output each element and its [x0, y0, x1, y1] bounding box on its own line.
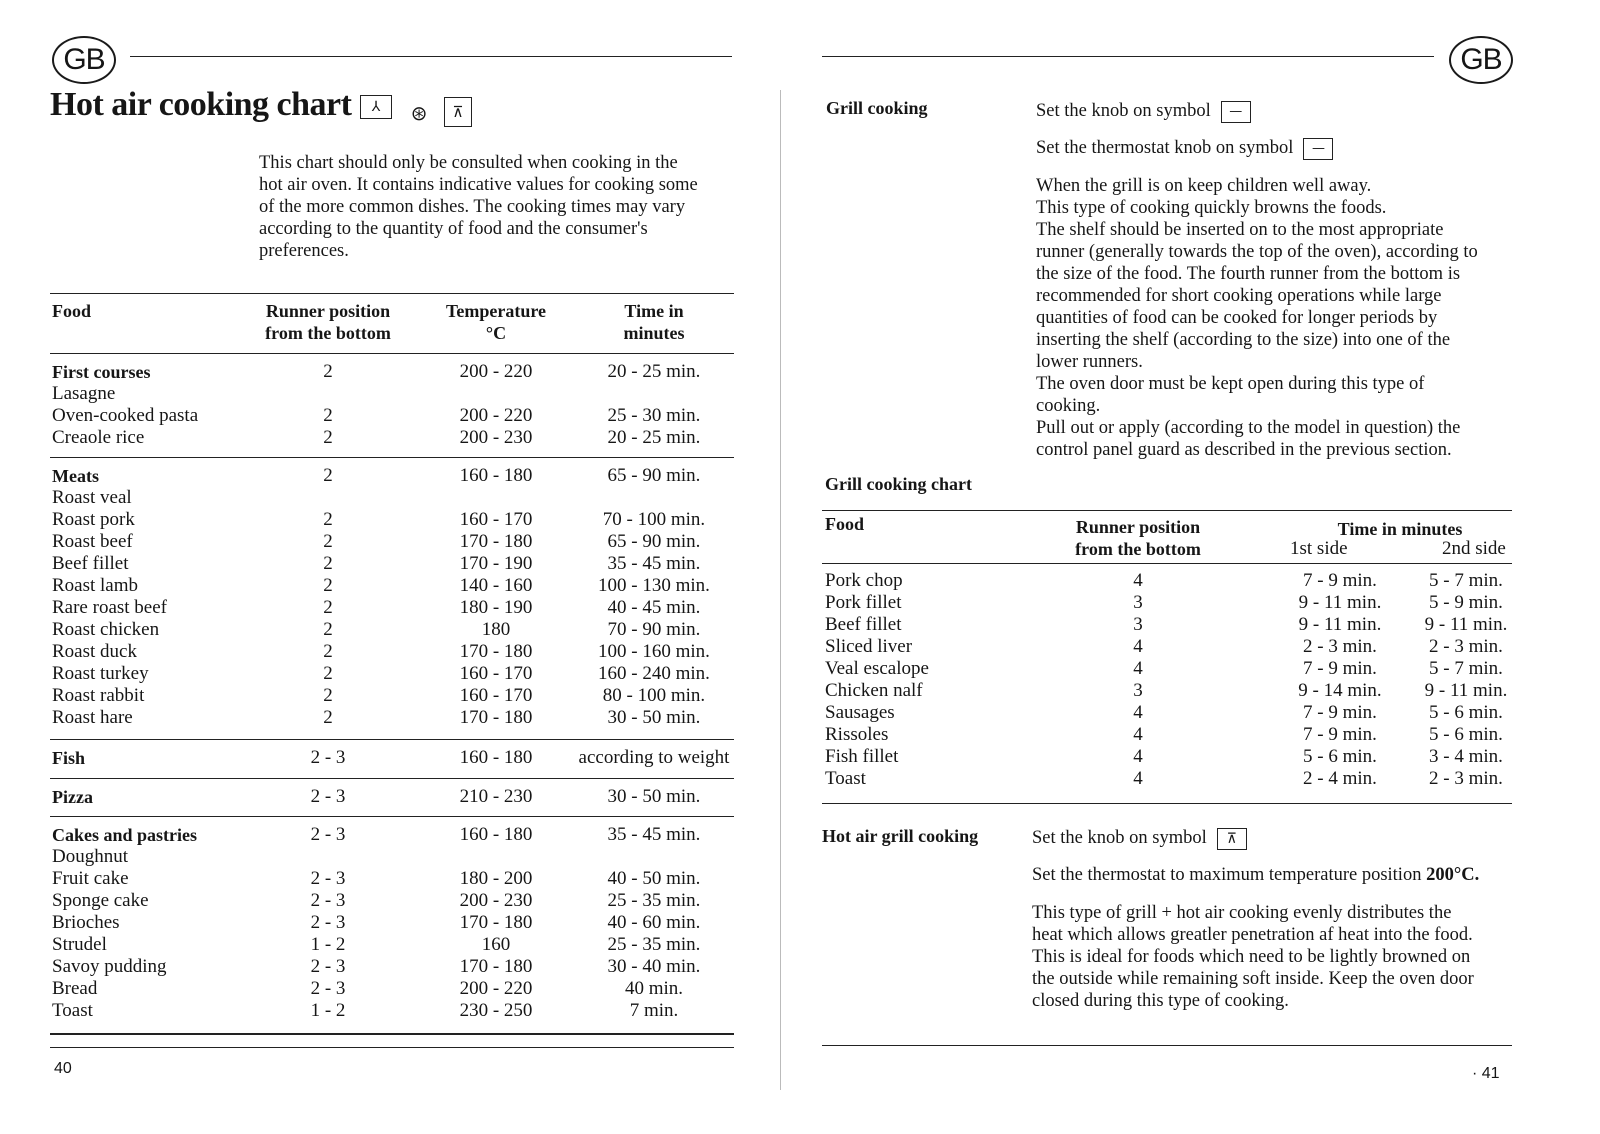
- grill-food-cell: Pork chop: [825, 570, 903, 591]
- temperature-cell: 180 - 190: [459, 597, 533, 618]
- group-name: Pizza: [52, 787, 93, 807]
- grill-runner-cell: 4: [1133, 570, 1143, 591]
- grill-table-row: [0, 592, 1600, 614]
- runner-cell: 2 - 3: [310, 868, 346, 889]
- grill-side2-cell: 5 - 9 min.: [1429, 592, 1503, 613]
- grill-table-row: [0, 680, 1600, 702]
- grill-food-cell: Veal escalope: [825, 658, 929, 679]
- food-cell: Savoy pudding: [52, 956, 167, 977]
- runner-cell: 2: [323, 427, 333, 448]
- grill-table-row: [0, 570, 1600, 592]
- grill-symbol-icon-2: —: [1303, 138, 1333, 160]
- food-cell: Toast: [52, 1000, 93, 1021]
- runner-cell: 2 - 3: [310, 786, 346, 807]
- country-badge-left: GB: [52, 36, 116, 84]
- grill-side1-cell: 7 - 9 min.: [1303, 658, 1377, 679]
- runner-cell: 1 - 2: [310, 1000, 346, 1021]
- country-badge-right: GB: [1449, 36, 1513, 84]
- grill-side2-cell: 9 - 11 min.: [1424, 680, 1508, 701]
- grill-side1-cell: 9 - 11 min.: [1298, 592, 1382, 613]
- temperature-cell: 200 - 230: [459, 890, 533, 911]
- grill-runner-cell: 4: [1133, 636, 1143, 657]
- page-number-left: 40: [54, 1060, 72, 1077]
- grill-col-header-side2: 2nd side: [1442, 538, 1506, 559]
- time-cell: 25 - 35 min.: [607, 934, 701, 955]
- grill-side1-cell: 9 - 11 min.: [1298, 614, 1382, 635]
- runner-cell: 2: [323, 707, 333, 728]
- grill-col-header-time: Time in minutes: [1337, 519, 1463, 539]
- grill-side1-cell: 5 - 6 min.: [1303, 746, 1377, 767]
- time-cell: 35 - 45 min.: [607, 553, 701, 574]
- grill-side1-cell: 7 - 9 min.: [1303, 702, 1377, 723]
- grill-side2-cell: 5 - 7 min.: [1429, 658, 1503, 679]
- time-cell: 30 - 40 min.: [607, 956, 701, 977]
- food-cell: Lasagne: [52, 383, 116, 404]
- grill-side1-cell: 7 - 9 min.: [1303, 724, 1377, 745]
- grill-food-cell: Fish fillet: [825, 746, 899, 767]
- time-cell: 30 - 50 min.: [607, 786, 701, 807]
- grill-table-bottom-rule: [822, 803, 1512, 804]
- grill-table-row: [0, 702, 1600, 724]
- runner-cell: 2: [323, 663, 333, 684]
- time-cell: 160 - 240 min.: [598, 663, 710, 684]
- grill-thermostat-instruction: Set the thermostat knob on symbol —: [1036, 137, 1333, 160]
- runner-cell: 2 - 3: [310, 956, 346, 977]
- grill-runner-cell: 4: [1133, 768, 1143, 789]
- grill-runner-cell: 4: [1133, 702, 1143, 723]
- time-cell: 100 - 160 min.: [598, 641, 710, 662]
- fan-circle-icon: ⊛: [410, 101, 428, 125]
- col-header-runner: Runner position from the bottom: [265, 301, 391, 343]
- food-cell: Creaole rice: [52, 427, 145, 448]
- runner-cell: 2: [323, 619, 333, 640]
- food-cell: Roast duck: [52, 641, 137, 662]
- group-name: Cakes and pastries: [52, 825, 198, 845]
- runner-cell: 2: [323, 465, 333, 486]
- food-cell: Strudel: [52, 934, 107, 955]
- food-cell: Roast rabbit: [52, 685, 145, 706]
- temperature-cell: 170 - 180: [459, 641, 533, 662]
- time-cell: 40 min.: [624, 978, 684, 999]
- time-cell: 25 - 30 min.: [607, 405, 701, 426]
- food-cell: Fruit cake: [52, 868, 129, 889]
- food-cell: Sponge cake: [52, 890, 149, 911]
- runner-cell: 1 - 2: [310, 934, 346, 955]
- hot-air-grill-thermostat-instruction: Set the thermostat to maximum temperature position 200°C.: [1032, 865, 1480, 885]
- temperature-cell: 160 - 170: [459, 685, 533, 706]
- runner-cell: 2 - 3: [310, 747, 346, 768]
- grill-runner-cell: 3: [1133, 592, 1143, 613]
- temperature-cell: 160 - 180: [459, 465, 533, 486]
- temperature-cell: 160: [481, 934, 511, 955]
- grill-runner-cell: 4: [1133, 746, 1143, 767]
- grill-side1-cell: 7 - 9 min.: [1303, 570, 1377, 591]
- runner-cell: 2 - 3: [310, 824, 346, 845]
- grill-side1-cell: 2 - 4 min.: [1303, 768, 1377, 789]
- time-cell: 65 - 90 min.: [607, 465, 701, 486]
- temperature-cell: 230 - 250: [459, 1000, 533, 1021]
- time-cell: according to weight: [578, 747, 730, 768]
- runner-cell: 2: [323, 597, 333, 618]
- grill-table-row: [0, 636, 1600, 658]
- food-cell: Roast chicken: [52, 619, 160, 640]
- hot-air-grill-heading: Hot air grill cooking: [822, 826, 979, 846]
- hot-air-grill-symbol-icon: ⊼: [1217, 828, 1247, 850]
- runner-cell: 2: [323, 531, 333, 552]
- time-cell: 70 - 90 min.: [607, 619, 701, 640]
- grill-side2-cell: 5 - 7 min.: [1429, 570, 1503, 591]
- temperature-cell: 160 - 170: [459, 663, 533, 684]
- runner-cell: 2: [323, 509, 333, 530]
- grill-runner-cell: 4: [1133, 658, 1143, 679]
- temperature-cell: 170 - 190: [459, 553, 533, 574]
- grill-table-row: [0, 746, 1600, 768]
- runner-cell: 2: [323, 641, 333, 662]
- time-cell: 100 - 130 min.: [598, 575, 710, 596]
- time-cell: 80 - 100 min.: [602, 685, 706, 706]
- food-cell: Oven-cooked pasta: [52, 405, 199, 426]
- group-name: Meats: [52, 466, 99, 486]
- grill-fan-icon: ⊼: [444, 97, 472, 127]
- grill-chart-title: Grill cooking chart: [825, 474, 972, 494]
- food-cell: Rare roast beef: [52, 597, 167, 618]
- grill-table-row: [0, 658, 1600, 680]
- temperature-cell: 200 - 220: [459, 978, 533, 999]
- col-header-time: Time in minutes: [623, 301, 685, 343]
- grill-side2-cell: 2 - 3 min.: [1429, 636, 1503, 657]
- temperature-cell: 160 - 180: [459, 747, 533, 768]
- time-cell: 20 - 25 min.: [607, 427, 701, 448]
- grill-side2-cell: 9 - 11 min.: [1424, 614, 1508, 635]
- runner-cell: 2: [323, 575, 333, 596]
- grill-food-cell: Sausages: [825, 702, 895, 723]
- grill-side1-cell: 2 - 3 min.: [1303, 636, 1377, 657]
- grill-runner-cell: 3: [1133, 614, 1143, 635]
- grill-table-row: [0, 614, 1600, 636]
- grill-col-header-runner: Runner position from the bottom: [1075, 517, 1201, 559]
- hot-air-grill-knob-instruction: Set the knob on symbol ⊼: [1032, 827, 1247, 850]
- grill-table-row: [0, 768, 1600, 790]
- grill-food-cell: Chicken nalf: [825, 680, 923, 701]
- food-cell: Roast turkey: [52, 663, 149, 684]
- temperature-cell: 200 - 230: [459, 427, 533, 448]
- grill-side2-cell: 2 - 3 min.: [1429, 768, 1503, 789]
- hot-air-grill-text: This type of grill + hot air cooking evenly distributes the heat which allows greatler penetration af heat into the food. This is ideal for foods which need to be lightly browned on the outside while remaining soft inside. Keep the oven door closed during this type of cooking.: [1032, 903, 1474, 1011]
- time-cell: 7 min.: [629, 1000, 679, 1021]
- runner-cell: 2: [323, 405, 333, 426]
- temperature-cell: 200 - 220: [459, 361, 533, 382]
- food-cell: Roast veal: [52, 487, 132, 508]
- grill-side2-cell: 5 - 6 min.: [1429, 702, 1503, 723]
- runner-cell: 2 - 3: [310, 978, 346, 999]
- food-cell: Beef fillet: [52, 553, 129, 574]
- group-name: Fish: [52, 748, 86, 768]
- grill-col-header-side1: 1st side: [1290, 538, 1348, 559]
- temperature-cell: 170 - 180: [459, 912, 533, 933]
- grill-cooking-text: When the grill is on keep children well away. This type of cooking quickly browns the foods. The shelf should be inserted on to the most appropriate runner (generally towards the top of the oven), according to the size of the food. The fourth runner from the bottom is recommended for short cooking operations while large quantities of food can be cooked for longer periods by inserting the shelf (according to the size) into one of the lower runners. The oven door must be kept open during this type of cooking. Pull out or apply (according to the model in question) the control panel guard as described in the previous section.: [1036, 176, 1478, 460]
- time-cell: 20 - 25 min.: [607, 361, 701, 382]
- grill-food-cell: Toast: [825, 768, 866, 789]
- food-cell: Roast lamb: [52, 575, 139, 596]
- grill-col-header-food: Food: [825, 514, 865, 534]
- time-cell: 40 - 60 min.: [607, 912, 701, 933]
- grill-side1-cell: 9 - 14 min.: [1298, 680, 1382, 701]
- temperature-cell: 170 - 180: [459, 707, 533, 728]
- food-cell: Brioches: [52, 912, 120, 933]
- grill-food-cell: Pork fillet: [825, 592, 902, 613]
- grill-food-cell: Beef fillet: [825, 614, 902, 635]
- grill-table-row: [0, 724, 1600, 746]
- fan-symbol-icon: ⅄: [360, 95, 392, 119]
- temperature-cell: 210 - 230: [459, 786, 533, 807]
- grill-runner-cell: 4: [1133, 724, 1143, 745]
- grill-symbol-icon: —: [1221, 101, 1251, 123]
- page-number-right: · 41: [1472, 1065, 1500, 1082]
- temperature-cell: 180: [481, 619, 511, 640]
- time-cell: 35 - 45 min.: [607, 824, 701, 845]
- temperature-cell: 160 - 180: [459, 824, 533, 845]
- grill-knob-instruction: Set the knob on symbol —: [1036, 100, 1251, 123]
- grill-cooking-heading: Grill cooking: [826, 98, 928, 118]
- runner-cell: 2 - 3: [310, 890, 346, 911]
- col-header-temperature: Temperature °C: [446, 301, 546, 343]
- temperature-cell: 170 - 180: [459, 956, 533, 977]
- time-cell: 40 - 45 min.: [607, 597, 701, 618]
- temperature-cell: 160 - 170: [459, 509, 533, 530]
- time-cell: 40 - 50 min.: [607, 868, 701, 889]
- temperature-cell: 170 - 180: [459, 531, 533, 552]
- time-cell: 65 - 90 min.: [607, 531, 701, 552]
- intro-text: This chart should only be consulted when cooking in the hot air oven. It contains indicative values for cooking some of the more common dishes. The cooking times may vary according to the quantity of food and the consumer's preferences.: [259, 153, 698, 261]
- col-header-food: Food: [52, 301, 92, 321]
- temperature-cell: 180 - 200: [459, 868, 533, 889]
- grill-food-cell: Rissoles: [825, 724, 889, 745]
- temperature-cell: 200 - 220: [459, 405, 533, 426]
- page-title: Hot air cooking chart: [50, 86, 352, 123]
- grill-runner-cell: 3: [1133, 680, 1143, 701]
- runner-cell: 2: [323, 361, 333, 382]
- runner-cell: 2: [323, 553, 333, 574]
- grill-side2-cell: 5 - 6 min.: [1429, 724, 1503, 745]
- runner-cell: 2: [323, 685, 333, 706]
- food-cell: Roast pork: [52, 509, 135, 530]
- grill-food-cell: Sliced liver: [825, 636, 913, 657]
- runner-cell: 2 - 3: [310, 912, 346, 933]
- group-name: First courses: [52, 362, 151, 382]
- food-cell: Roast beef: [52, 531, 133, 552]
- food-cell: Bread: [52, 978, 98, 999]
- time-cell: 70 - 100 min.: [602, 509, 706, 530]
- food-cell: Doughnut: [52, 846, 128, 867]
- time-cell: 25 - 35 min.: [607, 890, 701, 911]
- food-cell: Roast hare: [52, 707, 133, 728]
- temperature-cell: 140 - 160: [459, 575, 533, 596]
- footer-rule-right: [822, 1045, 1512, 1046]
- time-cell: 30 - 50 min.: [607, 707, 701, 728]
- grill-side2-cell: 3 - 4 min.: [1429, 746, 1503, 767]
